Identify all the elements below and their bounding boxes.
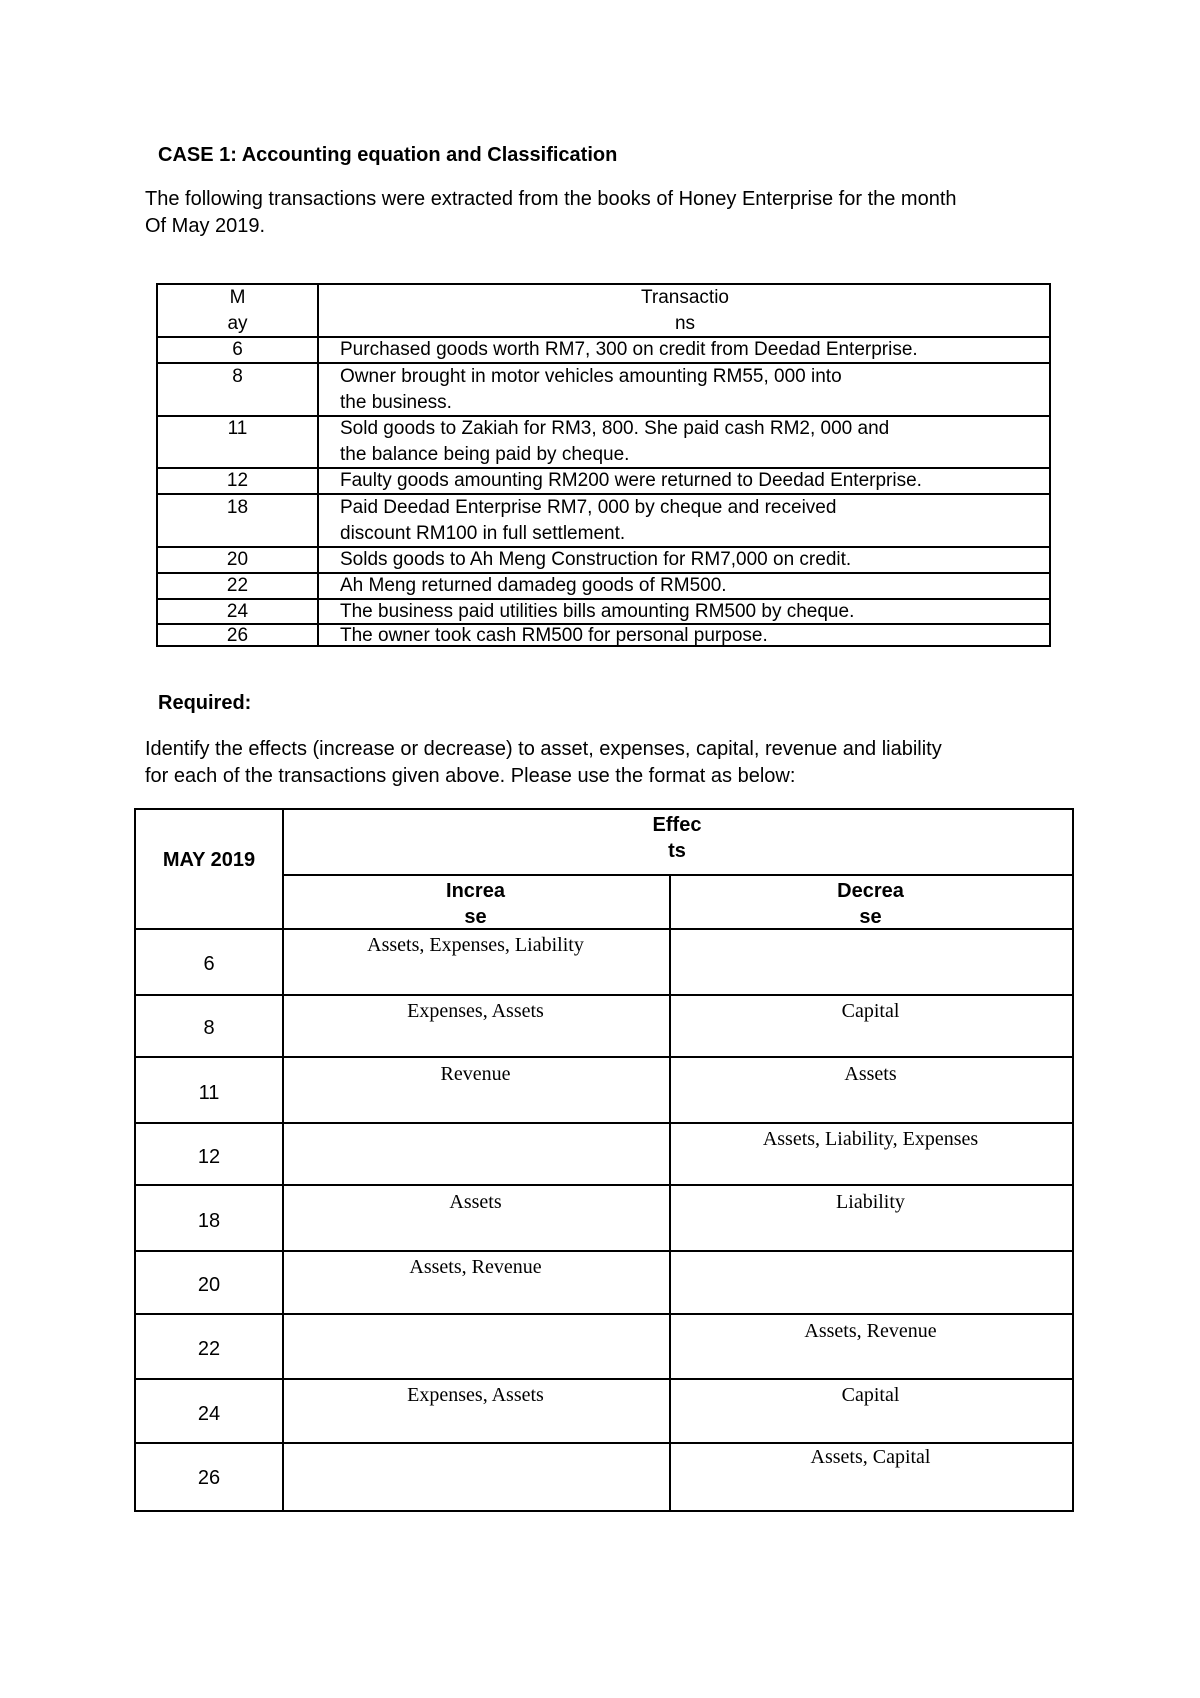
increase-cell: Expenses, Assets bbox=[407, 1000, 544, 1022]
header-divider bbox=[282, 874, 1072, 876]
transactions-header-desc bbox=[340, 285, 1030, 337]
decrease-cell: Liability bbox=[836, 1191, 905, 1213]
effects-day: 26 bbox=[197, 1467, 221, 1489]
increase-cell: Expenses, Assets bbox=[407, 1384, 544, 1406]
transaction-day: 26 bbox=[226, 625, 249, 646]
increase-header-line-1: Increa bbox=[446, 880, 505, 902]
transactions-column-divider bbox=[317, 285, 319, 645]
row-divider bbox=[136, 1056, 1072, 1058]
transaction-desc bbox=[340, 364, 1030, 416]
effects-day: 8 bbox=[203, 1017, 215, 1039]
row-divider bbox=[136, 1122, 1072, 1124]
transaction-desc-line-2: the balance being paid by cheque. bbox=[340, 444, 630, 465]
transaction-desc: Purchased goods worth RM7, 300 on credit from Deedad Enterprise. bbox=[340, 339, 918, 360]
row-divider bbox=[136, 1442, 1072, 1444]
effects-day: 24 bbox=[197, 1403, 221, 1425]
transactions-header-row bbox=[158, 285, 1049, 337]
intro-text bbox=[145, 186, 1085, 240]
effects-day: 6 bbox=[203, 953, 215, 975]
decrease-cell: Assets, Capital bbox=[810, 1446, 931, 1468]
transaction-day: 20 bbox=[226, 549, 249, 570]
transaction-day: 6 bbox=[232, 339, 243, 360]
increase-cell: Revenue bbox=[440, 1063, 511, 1085]
effects-day: 12 bbox=[197, 1146, 221, 1168]
case-title: CASE 1: Accounting equation and Classification bbox=[158, 144, 618, 166]
transaction-desc-line-2: the business. bbox=[340, 392, 452, 413]
decrease-header-line-1: Decrea bbox=[837, 880, 904, 902]
header-day-line-2: ay bbox=[227, 313, 248, 334]
transaction-day: 22 bbox=[226, 575, 249, 596]
transaction-desc-line-1: Sold goods to Zakiah for RM3, 800. She paid cash RM2, 000 and bbox=[340, 418, 890, 439]
transaction-desc-line-2: discount RM100 in full settlement. bbox=[340, 523, 626, 544]
decrease-header-line-2: se bbox=[859, 906, 882, 928]
transaction-day: 24 bbox=[226, 601, 249, 622]
effects-header-line-1: Effec bbox=[652, 814, 702, 836]
decrease-cell: Assets, Liability, Expenses bbox=[762, 1128, 979, 1150]
required-line-1: Identify the effects (increase or decrease) to asset, expenses, capital, revenue and liability bbox=[145, 738, 942, 760]
row-divider bbox=[136, 1313, 1072, 1315]
transaction-day: 12 bbox=[226, 470, 249, 491]
effects-day: 22 bbox=[197, 1338, 221, 1360]
transactions-table bbox=[156, 283, 1051, 647]
decrease-header bbox=[669, 878, 1072, 930]
effects-day: 18 bbox=[197, 1210, 221, 1232]
header-desc-line-2: ns bbox=[674, 313, 696, 334]
transaction-day: 8 bbox=[232, 366, 243, 387]
required-text bbox=[145, 736, 1095, 790]
row-divider bbox=[136, 994, 1072, 996]
decrease-cell: Assets, Revenue bbox=[804, 1320, 937, 1342]
transaction-desc-line-1: Paid Deedad Enterprise RM7, 000 by cheque and received bbox=[340, 497, 837, 518]
increase-cell: Assets, Expenses, Liability bbox=[367, 934, 584, 956]
effects-day: 20 bbox=[197, 1274, 221, 1296]
decrease-cell: Assets bbox=[844, 1063, 897, 1085]
decrease-cell: Capital bbox=[841, 1384, 900, 1406]
transaction-desc bbox=[340, 416, 1030, 468]
transaction-desc: The business paid utilities bills amounting RM500 by cheque. bbox=[340, 601, 855, 622]
transactions-header-day bbox=[158, 285, 317, 337]
required-line-2: for each of the transactions given above. Please use the format as below: bbox=[145, 765, 796, 787]
row-divider bbox=[136, 1250, 1072, 1252]
transaction-day: 11 bbox=[227, 418, 248, 439]
transaction-desc bbox=[340, 495, 1030, 547]
row-divider bbox=[136, 1378, 1072, 1380]
increase-header-line-2: se bbox=[464, 906, 487, 928]
month-header: MAY 2019 bbox=[162, 849, 256, 871]
effects-table bbox=[134, 808, 1074, 1512]
effects-header bbox=[282, 812, 1072, 864]
intro-line-2: Of May 2019. bbox=[145, 215, 266, 237]
transaction-desc: Ah Meng returned damadeg goods of RM500. bbox=[340, 575, 727, 596]
transaction-desc: Faulty goods amounting RM200 were returned to Deedad Enterprise. bbox=[340, 470, 922, 491]
transaction-day: 18 bbox=[226, 497, 249, 518]
increase-cell: Assets bbox=[449, 1191, 502, 1213]
header-desc-line-1: Transactio bbox=[641, 287, 729, 308]
transaction-desc: Solds goods to Ah Meng Construction for RM7,000 on credit. bbox=[340, 549, 852, 570]
intro-line-1: The following transactions were extracted from the books of Honey Enterprise for the month bbox=[145, 188, 957, 210]
transaction-desc-line-1: Owner brought in motor vehicles amounting RM55, 000 into bbox=[340, 366, 842, 387]
effects-header-line-2: ts bbox=[668, 840, 686, 862]
transaction-desc: The owner took cash RM500 for personal purpose. bbox=[340, 625, 768, 646]
increase-header bbox=[282, 878, 669, 930]
required-label: Required: bbox=[158, 692, 252, 714]
header-day-line-1: M bbox=[229, 287, 246, 308]
effects-day: 11 bbox=[198, 1082, 220, 1104]
increase-cell: Assets, Revenue bbox=[409, 1256, 542, 1278]
row-divider bbox=[136, 1184, 1072, 1186]
decrease-cell: Capital bbox=[841, 1000, 900, 1022]
